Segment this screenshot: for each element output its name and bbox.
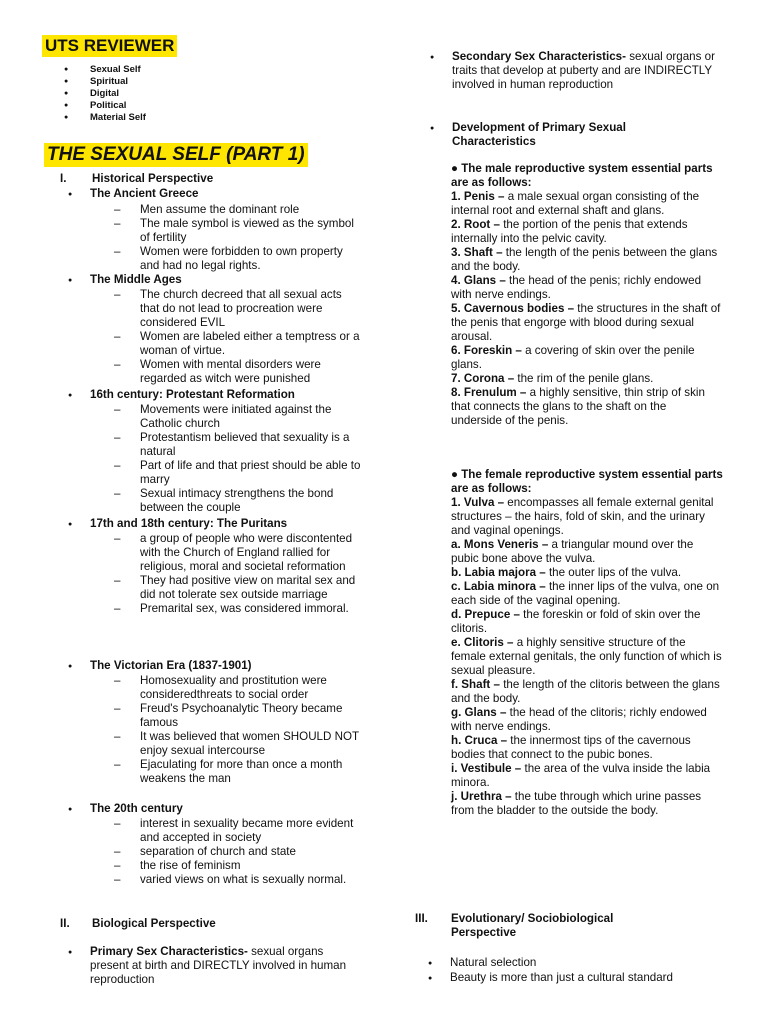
era-title: ● 17th and 18th century: The Puritans xyxy=(68,517,287,531)
part-item: i. Vestibule – the area of the vulva inside the labia minora. xyxy=(451,762,711,789)
list-item: – Women with mental disorders were regarded as witch were punished xyxy=(114,358,364,386)
list-item: – Women were forbidden to own property and had no legal rights. xyxy=(114,245,364,273)
part-item: 4. Glans – the head of the penis; richly endowed with nerve endings. xyxy=(451,274,702,301)
male-heading: ● The male reproductive system essential parts are as follows: xyxy=(451,162,713,189)
document-title: UTS REVIEWER xyxy=(42,35,177,57)
era-title: ● The Ancient Greece xyxy=(68,187,198,201)
topic-item: ● Digital xyxy=(64,88,146,100)
part-item: 2. Root – the portion of the penis that extends internally into the pelvic cavity. xyxy=(451,218,688,245)
term: Secondary Sex Characteristics- xyxy=(452,50,626,63)
era-items xyxy=(114,288,364,386)
part-item: 3. Shaft – the length of the penis between the glans and the body. xyxy=(451,246,718,273)
era-items xyxy=(114,403,364,515)
list-item: – the rise of feminism xyxy=(114,859,364,873)
secondary-sex-characteristics xyxy=(430,50,742,92)
list-item: ● Beauty is more than just a cultural standard xyxy=(428,971,673,985)
section-title: THE SEXUAL SELF (PART 1) xyxy=(44,143,308,167)
male-system xyxy=(451,162,723,428)
list-item: – Ejaculating for more than once a month weakens the man xyxy=(114,758,364,786)
list-item: – Movements were initiated against the Catholic church xyxy=(114,403,364,431)
list-item: – separation of church and state xyxy=(114,845,364,859)
list-item: – Homosexuality and prostitution were consideredthreats to social order xyxy=(114,674,364,702)
list-item: – Men assume the dominant role xyxy=(114,203,364,217)
list-item: – They had positive view on marital sex and did not tolerate sex outside marriage xyxy=(114,574,364,602)
part-item: b. Labia majora – the outer lips of the vulva. xyxy=(451,566,682,579)
part-item: g. Glans – the head of the clitoris; richly endowed with nerve endings. xyxy=(451,706,707,733)
list-item: ● Natural selection xyxy=(428,956,536,970)
part-item: e. Clitoris – a highly sensitive structure of the female external genitals, the only function of which is sexual pleasure. xyxy=(451,636,722,677)
era-items xyxy=(114,817,364,887)
era-title: ● The Victorian Era (1837-1901) xyxy=(68,659,252,673)
list-item: – Protestantism believed that sexuality is a natural xyxy=(114,431,364,459)
list-item: – Part of life and that priest should be able to marry xyxy=(114,459,364,487)
definition: sexual organs present at birth and DIRECTLY involved in human reproduction xyxy=(90,945,347,986)
part-item: 1. Penis – a male sexual organ consisting of the internal root and external shaft and glans. xyxy=(451,190,700,217)
list-item: – The church decreed that all sexual acts that do not lead to procreation were considered EVIL xyxy=(114,288,364,330)
topic-list xyxy=(64,64,146,124)
era-items xyxy=(114,203,364,273)
list-item: – The male symbol is viewed as the symbol of fertility xyxy=(114,217,364,245)
heading-label: Historical Perspective xyxy=(92,172,214,185)
heading-label: Evolutionary/ Sociobiological Perspective xyxy=(451,912,614,939)
part-item: 7. Corona – the rim of the penile glans. xyxy=(451,372,654,385)
list-item: – varied views on what is sexually normal. xyxy=(114,873,364,887)
female-heading: ● The female reproductive system essential parts are as follows: xyxy=(451,468,723,495)
primary-sex-characteristics xyxy=(68,945,352,987)
part-item: 6. Foreskin – a covering of skin over the penile glans. xyxy=(451,344,695,371)
part-item: 1. Vulva – encompasses all female external genital structures – the hairs, fold of skin, and the urinary and vaginal openings. xyxy=(451,496,714,537)
topic-item: ● Sexual Self xyxy=(64,64,146,76)
list-item: – Women are labeled either a temptress or a woman of virtue. xyxy=(114,330,364,358)
roman-numeral: II. xyxy=(60,917,70,930)
part-item: h. Cruca – the innermost tips of the cavernous bodies that connect to the pubic bones. xyxy=(451,734,691,761)
list-item: – Sexual intimacy strengthens the bond between the couple xyxy=(114,487,364,515)
era-title: ● The 20th century xyxy=(68,802,183,816)
part-item: a. Mons Veneris – a triangular mound over the pubic bone above the vulva. xyxy=(451,538,694,565)
roman-numeral: III. xyxy=(415,912,428,925)
part-item: 5. Cavernous bodies – the structures in the shaft of the penis that engorge with blood during sexual arousal. xyxy=(451,302,721,343)
era-title: ● The Middle Ages xyxy=(68,273,182,287)
part-item: d. Prepuce – the foreskin or fold of skin over the clitoris. xyxy=(451,608,701,635)
list-item: – It was believed that women SHOULD NOT enjoy sexual intercourse xyxy=(114,730,364,758)
list-item: – Freud's Psychoanalytic Theory became famous xyxy=(114,702,364,730)
part-item: 8. Frenulum – a highly sensitive, thin strip of skin that connects the glans to the shaft on the underside of the penis. xyxy=(451,386,705,427)
era-items xyxy=(114,532,364,616)
development-heading: ● Development of Primary Sexual Characteristics xyxy=(430,121,702,149)
topic-item: ● Spiritual xyxy=(64,76,146,88)
definition: sexual organs or traits that develop at puberty and are INDIRECTLY involved in human reproduction xyxy=(452,50,715,91)
female-system xyxy=(451,468,723,818)
part-item: f. Shaft – the length of the clitoris between the glans and the body. xyxy=(451,678,720,705)
era-title: ● 16th century: Protestant Reformation xyxy=(68,388,295,402)
roman-numeral: I. xyxy=(60,172,67,185)
term: Primary Sex Characteristics- xyxy=(90,945,248,958)
heading-label: Biological Perspective xyxy=(92,917,216,930)
part-item: j. Urethra – the tube through which urine passes from the bladder to the outside the body. xyxy=(451,790,702,817)
topic-item: ● Material Self xyxy=(64,112,146,124)
topic-item: ● Political xyxy=(64,100,146,112)
era-items xyxy=(114,674,364,786)
list-item: – Premarital sex, was considered immoral. xyxy=(114,602,364,616)
list-item: – a group of people who were discontented with the Church of England rallied for religious, moral and societal reformation xyxy=(114,532,364,574)
list-item: – interest in sexuality became more evident and accepted in society xyxy=(114,817,364,845)
part-item: c. Labia minora – the inner lips of the vulva, one on each side of the vaginal opening. xyxy=(451,580,720,607)
